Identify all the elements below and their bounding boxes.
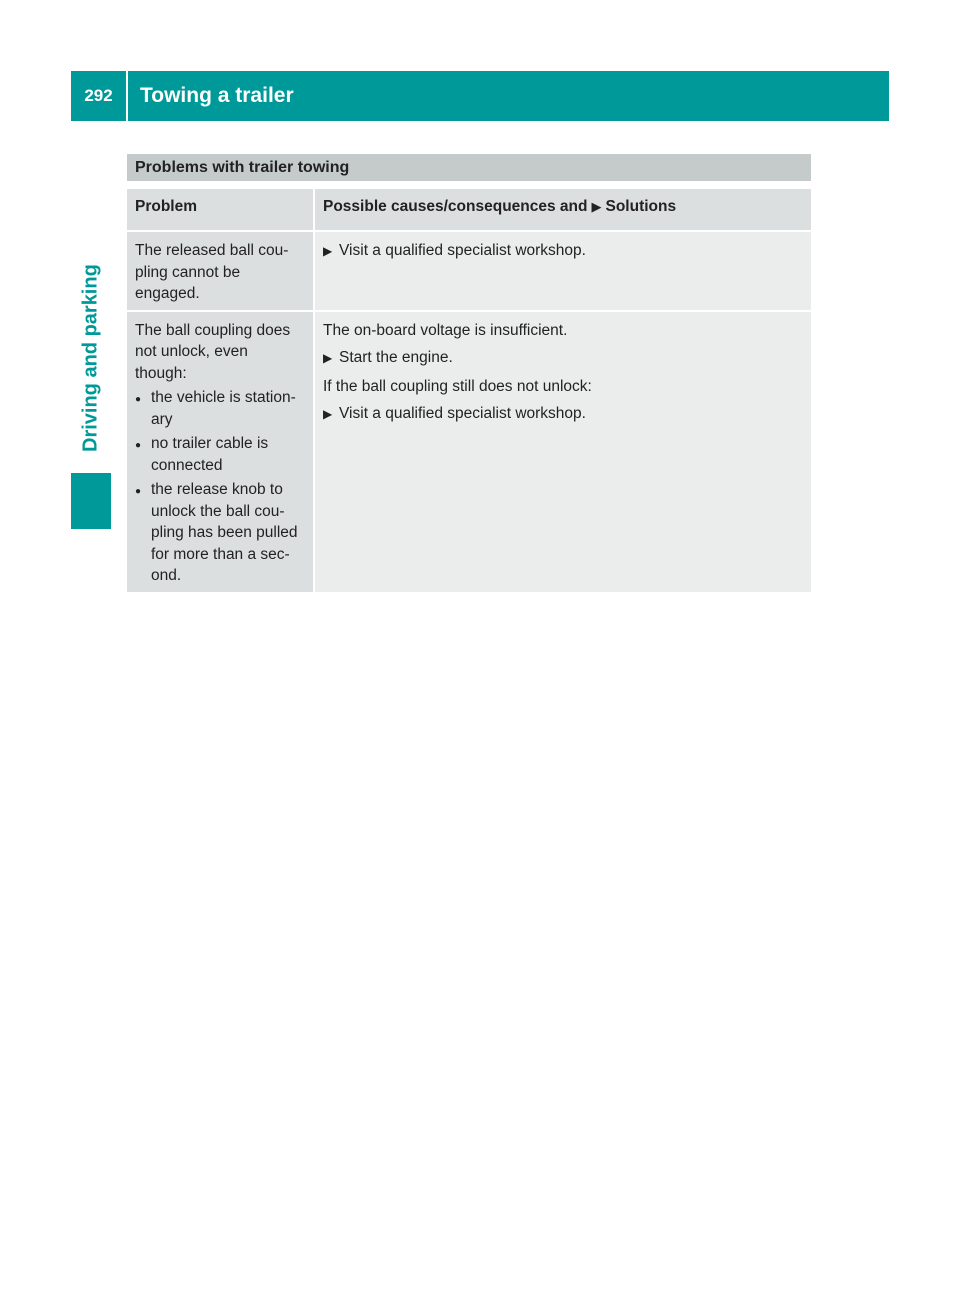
header-divider bbox=[126, 71, 128, 121]
chapter-label: Driving and parking bbox=[79, 264, 102, 452]
step-text: Start the engine. bbox=[339, 349, 453, 366]
list-item bbox=[135, 479, 305, 587]
table-header-row bbox=[127, 189, 811, 231]
problems-table bbox=[127, 189, 811, 594]
problem-intro: The ball coupling does not unlock, even though: bbox=[135, 321, 291, 382]
bullet-text: no trailer cable is connected bbox=[151, 435, 269, 474]
chapter-marker bbox=[71, 473, 111, 529]
section-title: Towing a trailer bbox=[140, 84, 294, 107]
list-item bbox=[135, 433, 305, 476]
problem-cell bbox=[127, 311, 314, 593]
problem-text: The released ball cou- pling cannot be engaged. bbox=[135, 242, 289, 302]
step-text: Visit a qualified specialist workshop. bbox=[339, 405, 586, 422]
chapter-tab bbox=[71, 128, 111, 452]
bullet-text: the vehicle is station- ary bbox=[151, 389, 296, 428]
instruction-step bbox=[323, 347, 803, 370]
problem-cell bbox=[127, 231, 314, 311]
table-row bbox=[127, 231, 811, 311]
step-arrow-icon: ▶ bbox=[323, 407, 333, 421]
table-title: Problems with trailer towing bbox=[127, 154, 811, 181]
page-number: 292 bbox=[84, 86, 113, 105]
step-text: Visit a qualified specialist workshop. bbox=[339, 242, 586, 259]
trailer-problems-table bbox=[127, 154, 811, 594]
cause-text: The on-board voltage is insufficient. bbox=[323, 321, 568, 339]
step-arrow-icon: ▶ bbox=[323, 351, 333, 365]
bullet-icon: ● bbox=[135, 394, 142, 405]
instruction-step bbox=[323, 240, 803, 263]
column-header-solutions-prefix: Possible causes/consequences and bbox=[323, 198, 588, 215]
column-header-solutions bbox=[314, 189, 811, 231]
solution-cell bbox=[314, 311, 811, 593]
table-row bbox=[127, 311, 811, 593]
instruction-step bbox=[323, 403, 803, 426]
bullet-icon: ● bbox=[135, 486, 142, 497]
triangle-right-icon: ▶ bbox=[591, 199, 602, 214]
bullet-text: the release knob to unlock the ball cou- pling has been pulled for more than a sec- ond. bbox=[151, 481, 298, 584]
bullet-icon: ● bbox=[135, 440, 142, 451]
column-header-solutions-suffix: Solutions bbox=[605, 198, 677, 215]
condition-text: If the ball coupling still does not unlock: bbox=[323, 377, 592, 395]
solution-cell bbox=[314, 231, 811, 311]
list-item bbox=[135, 387, 305, 430]
step-arrow-icon: ▶ bbox=[323, 244, 333, 258]
page-header bbox=[71, 71, 889, 121]
column-header-problem: Problem bbox=[127, 189, 314, 231]
